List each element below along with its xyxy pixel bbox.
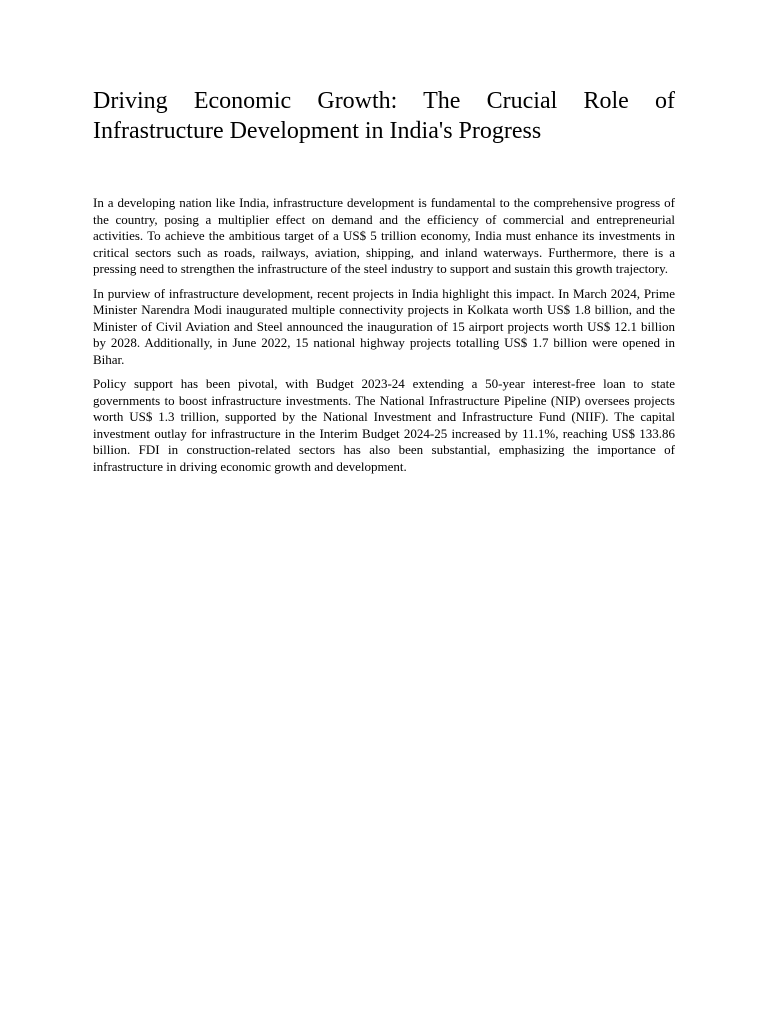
document-page: [93, 86, 675, 483]
paragraph-recent-projects: In purview of infrastructure development, recent projects in India highlight this impact. In March 2024, Prime Minister Narendra Modi inaugurated multiple connectivity projects in Kolkata worth US$ 1.8 billion, and the Minister of Civil Aviation and Steel announced the inauguration of 15 airport projects worth US$ 12.1 billion by 2028. Additionally, in June 2022, 15 national highway projects totalling US$ 1.7 billion were opened in Bihar.: [93, 285, 675, 367]
document-body: [93, 195, 675, 475]
paragraph-intro: In a developing nation like India, infrastructure development is fundamental to the comprehensive progress of the country, posing a multiplier effect on demand and the efficiency of commercial and entrepreneurial activities. To achieve the ambitious target of a US$ 5 trillion economy, India must enhance its investments in critical sectors such as roads, railways, aviation, shipping, and inland waterways. Furthermore, there is a pressing need to strengthen the infrastructure of the steel industry to support and sustain this growth trajectory.: [93, 195, 675, 276]
document-title: Driving Economic Growth: The Crucial Role of Infrastructure Development in India's Progress: [93, 88, 675, 144]
paragraph-policy-support: Policy support has been pivotal, with Budget 2023-24 extending a 50-year interest-free loan to state governments to boost infrastructure investments. The National Infrastructure Pipeline (NIP) oversees projects worth US$ 1.3 trillion, supported by the National Investment and Infrastructure Fund (NIIF). The capital investment outlay for infrastructure in the Interim Budget 2024-25 increased by 11.1%, reaching US$ 133.86 billion. FDI in construction-related sectors has also been substantial, emphasizing the importance of infrastructure in driving economic growth and development.: [93, 376, 675, 474]
